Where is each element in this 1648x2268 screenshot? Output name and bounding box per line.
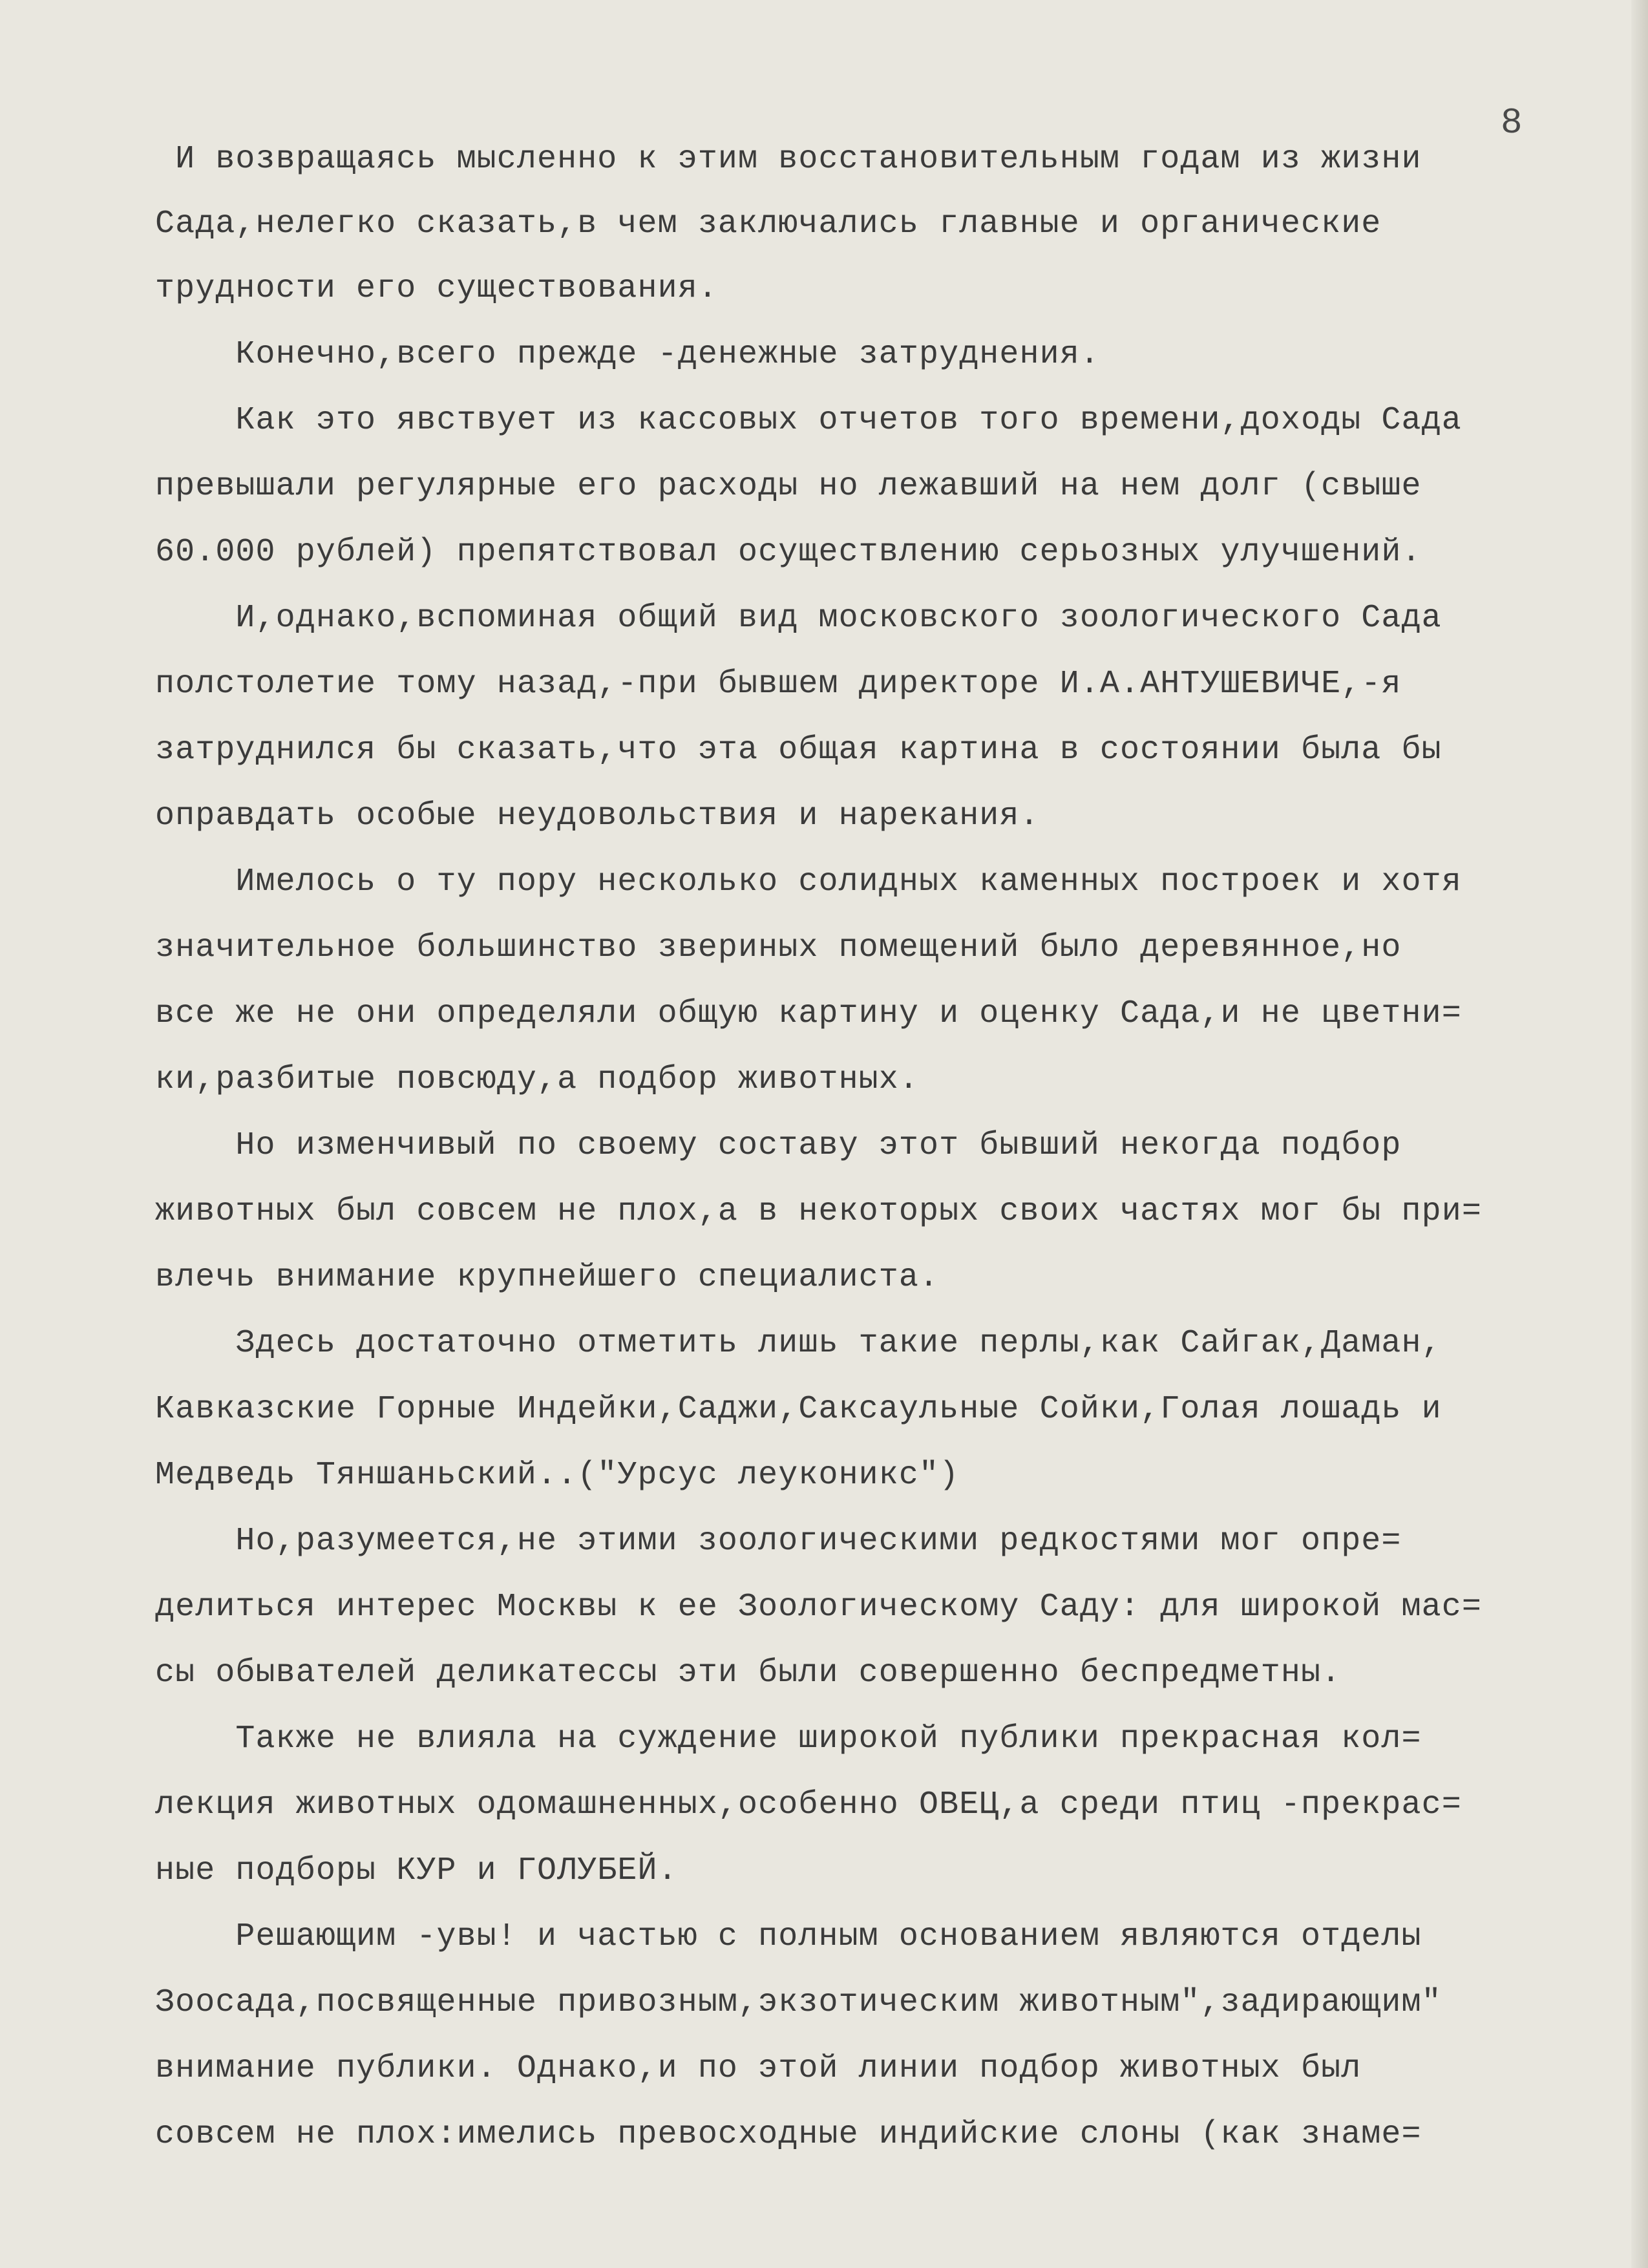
text-line: И,однако,вспоминая общий вид московского зоологического Сада [155, 600, 1442, 637]
text-line: полстолетие тому назад,-при бывшем директоре И.А.АНТУШЕВИЧЕ,-я [155, 666, 1402, 703]
text-line: Медведь Тяншаньский..("Урсус леуконикс") [155, 1457, 960, 1494]
text-line: Но изменчивый по своему составу этот бывший некогда подбор [155, 1127, 1402, 1164]
text-line: И возвращаясь мысленно к этим восстановительным годам из жизни [155, 141, 1422, 178]
text-line: превышали регулярные его расходы но лежавший на нем долг (свыше [155, 468, 1422, 505]
text-line: Имелось о ту пору несколько солидных каменных построек и хотя [155, 864, 1462, 900]
text-line: Как это явствует из кассовых отчетов того времени,доходы Сада [155, 402, 1462, 439]
text-line: внимание публики. Однако,и по этой линии подбор животных был [155, 2050, 1362, 2087]
text-line: ки,разбитые повсюду,а подбор животных. [155, 1061, 919, 1098]
text-line: Также не влияла на суждение широкой публики прекрасная кол= [155, 1721, 1422, 1757]
page-number: 8 [1501, 102, 1523, 143]
text-line: все же не они определяли общую картину и оценку Сада,и не цветни= [155, 995, 1462, 1032]
text-line: лекция животных одомашненных,особенно ОВЕЦ,а среди птиц -прекрас= [155, 1786, 1462, 1823]
page-edge [1631, 0, 1648, 2268]
text-line: трудности его существования. [155, 270, 718, 307]
text-line: Решающим -увы! и частью с полным основанием являются отделы [155, 1918, 1422, 1955]
text-line: Сада,нелегко сказать,в чем заключались главные и органические [155, 206, 1382, 242]
text-line: ные подборы КУР и ГОЛУБЕЙ. [155, 1852, 678, 1889]
text-line: совсем не плох:имелись превосходные индийские слоны (как знаме= [155, 2116, 1422, 2153]
text-line: сы обывателей деликатессы эти были совершенно беспредметны. [155, 1655, 1342, 1691]
text-line: Конечно,всего прежде -денежные затруднения. [155, 336, 1100, 373]
text-line: делиться интерес Москвы к ее Зоологическому Саду: для широкой мас= [155, 1589, 1482, 1626]
text-line: 60.000 рублей) препятствовал осуществлению серьозных улучшений. [155, 534, 1422, 571]
text-line: Но,разумеется,не этими зоологическими редкостями мог опре= [155, 1523, 1402, 1560]
text-line: Зоосада,посвященные привозным,экзотическим животным",задирающим" [155, 1984, 1442, 2021]
text-line: затруднился бы сказать,что эта общая картина в состоянии была бы [155, 732, 1442, 768]
text-line: животных был совсем не плох,а в некоторых своих частях мог бы при= [155, 1193, 1482, 1230]
text-line: Здесь достаточно отметить лишь такие перлы,как Сайгак,Даман, [155, 1325, 1442, 1362]
text-line: Кавказские Горные Индейки,Саджи,Саксаульные Сойки,Голая лошадь и [155, 1391, 1442, 1428]
text-line: значительное большинство звериных помещений было деревянное,но [155, 929, 1402, 966]
text-line: оправдать особые неудовольствия и нарекания. [155, 798, 1040, 834]
text-line: влечь внимание крупнейшего специалиста. [155, 1259, 940, 1296]
